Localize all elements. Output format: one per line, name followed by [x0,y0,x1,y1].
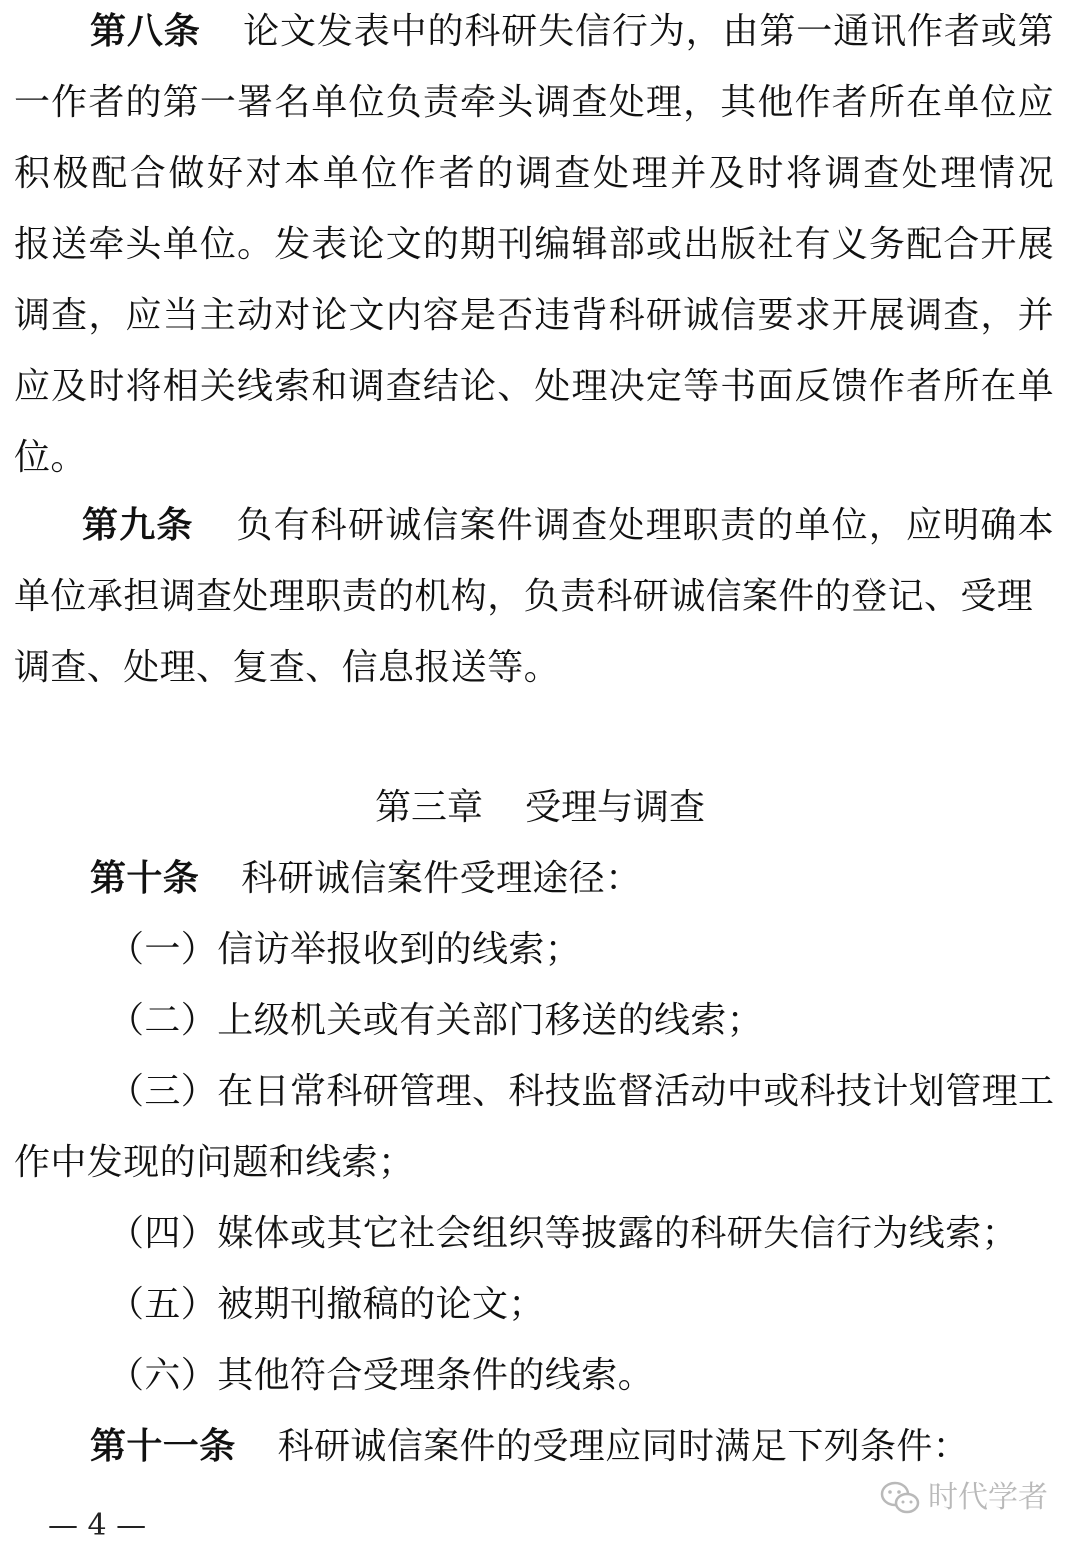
article-10-item-2: （二）上级机关或有关部门移送的线索； [108,1000,764,1041]
article-8-line-7: 位。 [14,437,87,478]
chapter-number: 第三章 [374,787,483,828]
article-8-line-6: 应及时将相关线索和调查结论、处理决定等书面反馈作者所在单 [14,366,1054,407]
article-10-item-4: （四）媒体或其它社会组织等披露的科研失信行为线索； [108,1213,1019,1254]
page-number: — 4 — [48,1508,147,1543]
chapter-name: 受理与调查 [525,787,706,828]
article-11-intro: 科研诚信案件的受理应同时满足下列条件： [277,1426,970,1467]
article-10-item-6: （六）其他符合受理条件的线索。 [108,1355,655,1396]
article-10-item-5: （五）被期刊撤稿的论文； [108,1284,545,1325]
article-10-heading: 第十条 [90,858,200,899]
article-9-heading: 第九条 [82,505,194,546]
article-8-line-5: 调查，应当主动对论文内容是否违背科研诚信要求开展调查，并 [14,295,1054,336]
article-10-item-1: （一）信访举报收到的线索； [108,929,582,970]
wechat-icon [880,1481,920,1515]
article-8-heading: 第八条 [90,11,201,52]
article-8-line-2: 一作者的第一署名单位负责牵头调查处理，其他作者所在单位应 [14,82,1054,123]
article-9-line-1 [14,502,1054,550]
article-10-item-3: （三）在日常科研管理、科技监督活动中或科技计划管理工 [108,1071,1055,1112]
article-9-line-3: 调查、处理、复查、信息报送等。 [14,647,561,688]
article-9-text: 负有科研诚信案件调查处理职责的单位，应明确本 [235,505,1054,546]
article-10-item-3-cont: 作中发现的问题和线索； [14,1142,415,1183]
article-8-line-4: 报送牵头单位。发表论文的期刊编辑部或出版社有义务配合开展 [14,224,1054,265]
article-11-heading: 第十一条 [90,1426,236,1467]
article-9-line-2: 单位承担调查处理职责的机构，负责科研诚信案件的登记、受理 [14,576,1034,617]
article-10-line-1 [14,855,1054,903]
article-8-text: 论文发表中的科研失信行为，由第一通讯作者或第 [242,11,1054,52]
article-10-intro: 科研诚信案件受理途径： [241,858,642,899]
chapter-title [0,784,1080,832]
article-8-line-3: 积极配合做好对本单位作者的调查处理并及时将调查处理情况 [14,153,1054,194]
watermark [880,1478,1048,1518]
watermark-text: 时代学者 [928,1480,1048,1515]
article-8-line-1 [14,8,1054,56]
article-11-line-1 [14,1423,1054,1471]
